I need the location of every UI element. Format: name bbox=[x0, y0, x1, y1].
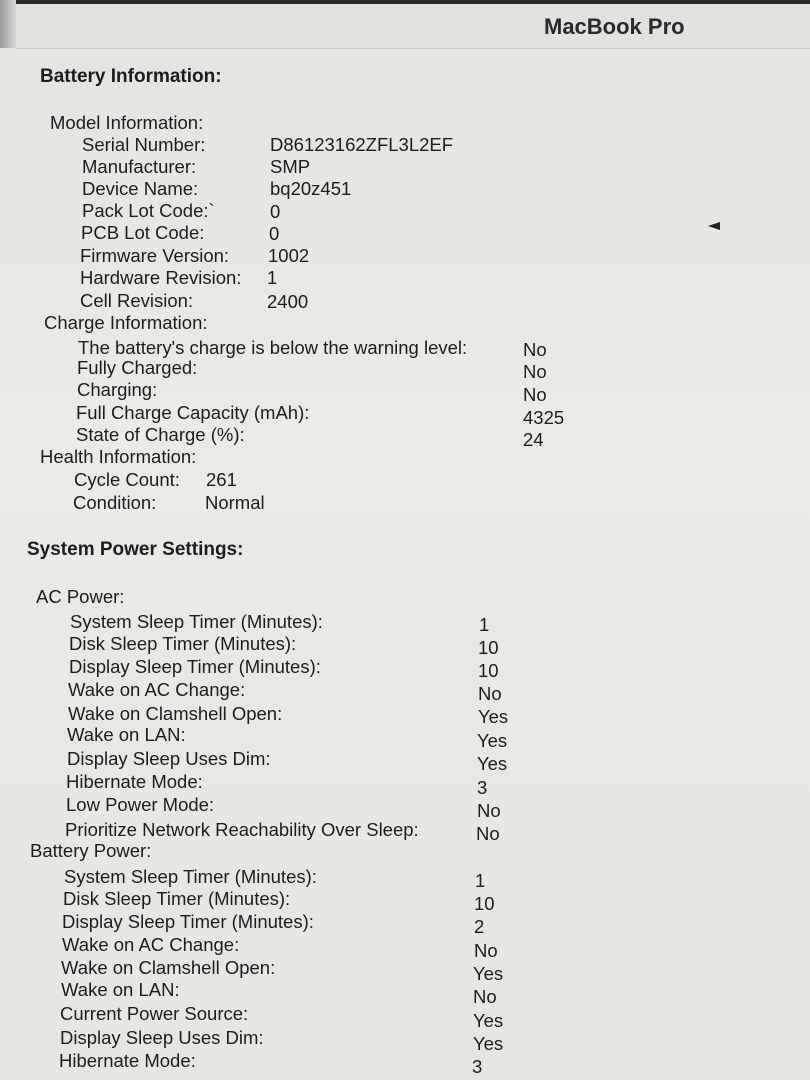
system-power-settings-heading: System Power Settings: bbox=[27, 539, 244, 560]
bat-current-power-source-value: Yes bbox=[473, 1010, 504, 1031]
bat-disk-sleep-timer-label: Disk Sleep Timer (Minutes): bbox=[63, 888, 291, 909]
charge-information-label: Charge Information: bbox=[44, 312, 208, 333]
bat-display-sleep-dim-label: Display Sleep Uses Dim: bbox=[60, 1027, 264, 1048]
firmware-version-label: Firmware Version: bbox=[80, 245, 230, 266]
state-of-charge-label: State of Charge (%): bbox=[76, 424, 245, 445]
bat-hibernate-mode-value: 3 bbox=[472, 1056, 483, 1077]
ac-prioritize-network-value: No bbox=[476, 823, 500, 844]
firmware-version-value: 1002 bbox=[268, 245, 310, 266]
bat-system-sleep-timer-label: System Sleep Timer (Minutes): bbox=[64, 866, 317, 887]
bat-hibernate-mode-label: Hibernate Mode: bbox=[59, 1050, 196, 1071]
serial-number-value: D86123162ZFL3L2EF bbox=[270, 134, 454, 155]
bat-wake-on-lan-value: No bbox=[473, 986, 497, 1007]
manufacturer-label: Manufacturer: bbox=[82, 156, 197, 177]
bat-disk-sleep-timer-value: 10 bbox=[474, 893, 495, 914]
ac-display-sleep-timer-value: 10 bbox=[478, 660, 499, 681]
fully-charged-label: Fully Charged: bbox=[77, 357, 198, 378]
bat-display-sleep-timer-value: 2 bbox=[474, 916, 485, 937]
ac-system-sleep-timer-label: System Sleep Timer (Minutes): bbox=[70, 611, 323, 632]
ac-wake-on-ac-change-label: Wake on AC Change: bbox=[68, 679, 246, 700]
cycle-count-label: Cycle Count: bbox=[74, 469, 180, 490]
hardware-revision-value: 1 bbox=[267, 267, 278, 288]
pack-lot-code-value: 0 bbox=[270, 201, 281, 222]
serial-number-label: Serial Number: bbox=[82, 134, 206, 155]
sidebar-edge bbox=[0, 0, 16, 48]
battery-information-heading: Battery Information: bbox=[40, 66, 222, 87]
bat-wake-on-ac-change-label: Wake on AC Change: bbox=[62, 934, 240, 955]
state-of-charge-value: 24 bbox=[523, 429, 544, 450]
battery-power-label: Battery Power: bbox=[30, 840, 152, 861]
ac-wake-on-lan-value: Yes bbox=[477, 730, 508, 751]
bat-wake-on-ac-change-value: No bbox=[474, 940, 498, 961]
ac-disk-sleep-timer-value: 10 bbox=[478, 637, 499, 658]
health-information-label: Health Information: bbox=[40, 446, 197, 467]
bat-current-power-source-label: Current Power Source: bbox=[60, 1003, 249, 1024]
ac-wake-on-clamshell-value: Yes bbox=[478, 706, 509, 727]
condition-value: Normal bbox=[205, 492, 265, 513]
ac-wake-on-lan-label: Wake on LAN: bbox=[67, 724, 186, 745]
device-name-label: Device Name: bbox=[82, 178, 199, 199]
ac-hibernate-mode-value: 3 bbox=[477, 777, 488, 798]
pcb-lot-code-label: PCB Lot Code: bbox=[81, 222, 205, 243]
cell-revision-label: Cell Revision: bbox=[80, 290, 194, 311]
bat-wake-on-clamshell-value: Yes bbox=[473, 963, 504, 984]
ac-prioritize-network-label: Prioritize Network Reachability Over Sleep: bbox=[65, 819, 419, 840]
device-name-value: bq20z451 bbox=[270, 178, 352, 199]
condition-label: Condition: bbox=[73, 492, 157, 513]
bat-display-sleep-timer-label: Display Sleep Timer (Minutes): bbox=[62, 911, 314, 932]
full-charge-capacity-value: 4325 bbox=[523, 407, 565, 428]
window-titlebar bbox=[16, 4, 810, 49]
mouse-pointer-icon bbox=[708, 222, 720, 230]
model-information-label: Model Information: bbox=[50, 112, 204, 133]
bat-system-sleep-timer-value: 1 bbox=[475, 870, 486, 891]
hardware-revision-label: Hardware Revision: bbox=[80, 267, 242, 288]
charging-value: No bbox=[523, 384, 547, 405]
manufacturer-value: SMP bbox=[270, 156, 311, 177]
ac-display-sleep-timer-label: Display Sleep Timer (Minutes): bbox=[69, 656, 321, 677]
ac-display-sleep-dim-value: Yes bbox=[477, 753, 508, 774]
pack-lot-code-label: Pack Lot Code:` bbox=[82, 200, 215, 221]
warning-level-value: No bbox=[523, 339, 547, 360]
bat-display-sleep-dim-value: Yes bbox=[473, 1033, 504, 1054]
ac-low-power-mode-label: Low Power Mode: bbox=[66, 794, 215, 815]
bat-wake-on-lan-label: Wake on LAN: bbox=[61, 979, 180, 1000]
full-charge-capacity-label: Full Charge Capacity (mAh): bbox=[76, 402, 310, 423]
ac-power-label: AC Power: bbox=[36, 586, 125, 607]
cycle-count-value: 261 bbox=[206, 469, 237, 490]
ac-hibernate-mode-label: Hibernate Mode: bbox=[66, 771, 203, 792]
ac-wake-on-clamshell-label: Wake on Clamshell Open: bbox=[68, 703, 283, 724]
ac-wake-on-ac-change-value: No bbox=[478, 683, 502, 704]
ac-disk-sleep-timer-label: Disk Sleep Timer (Minutes): bbox=[69, 633, 297, 654]
ac-system-sleep-timer-value: 1 bbox=[479, 614, 490, 635]
window-title: MacBook Pro bbox=[544, 14, 685, 39]
cell-revision-value: 2400 bbox=[267, 291, 309, 312]
ac-low-power-mode-value: No bbox=[477, 800, 501, 821]
bat-wake-on-clamshell-label: Wake on Clamshell Open: bbox=[61, 957, 276, 978]
charging-label: Charging: bbox=[77, 379, 158, 400]
pcb-lot-code-value: 0 bbox=[269, 223, 280, 244]
fully-charged-value: No bbox=[523, 361, 547, 382]
warning-level-label: The battery's charge is below the warning level: bbox=[78, 337, 468, 358]
ac-display-sleep-dim-label: Display Sleep Uses Dim: bbox=[67, 748, 271, 769]
